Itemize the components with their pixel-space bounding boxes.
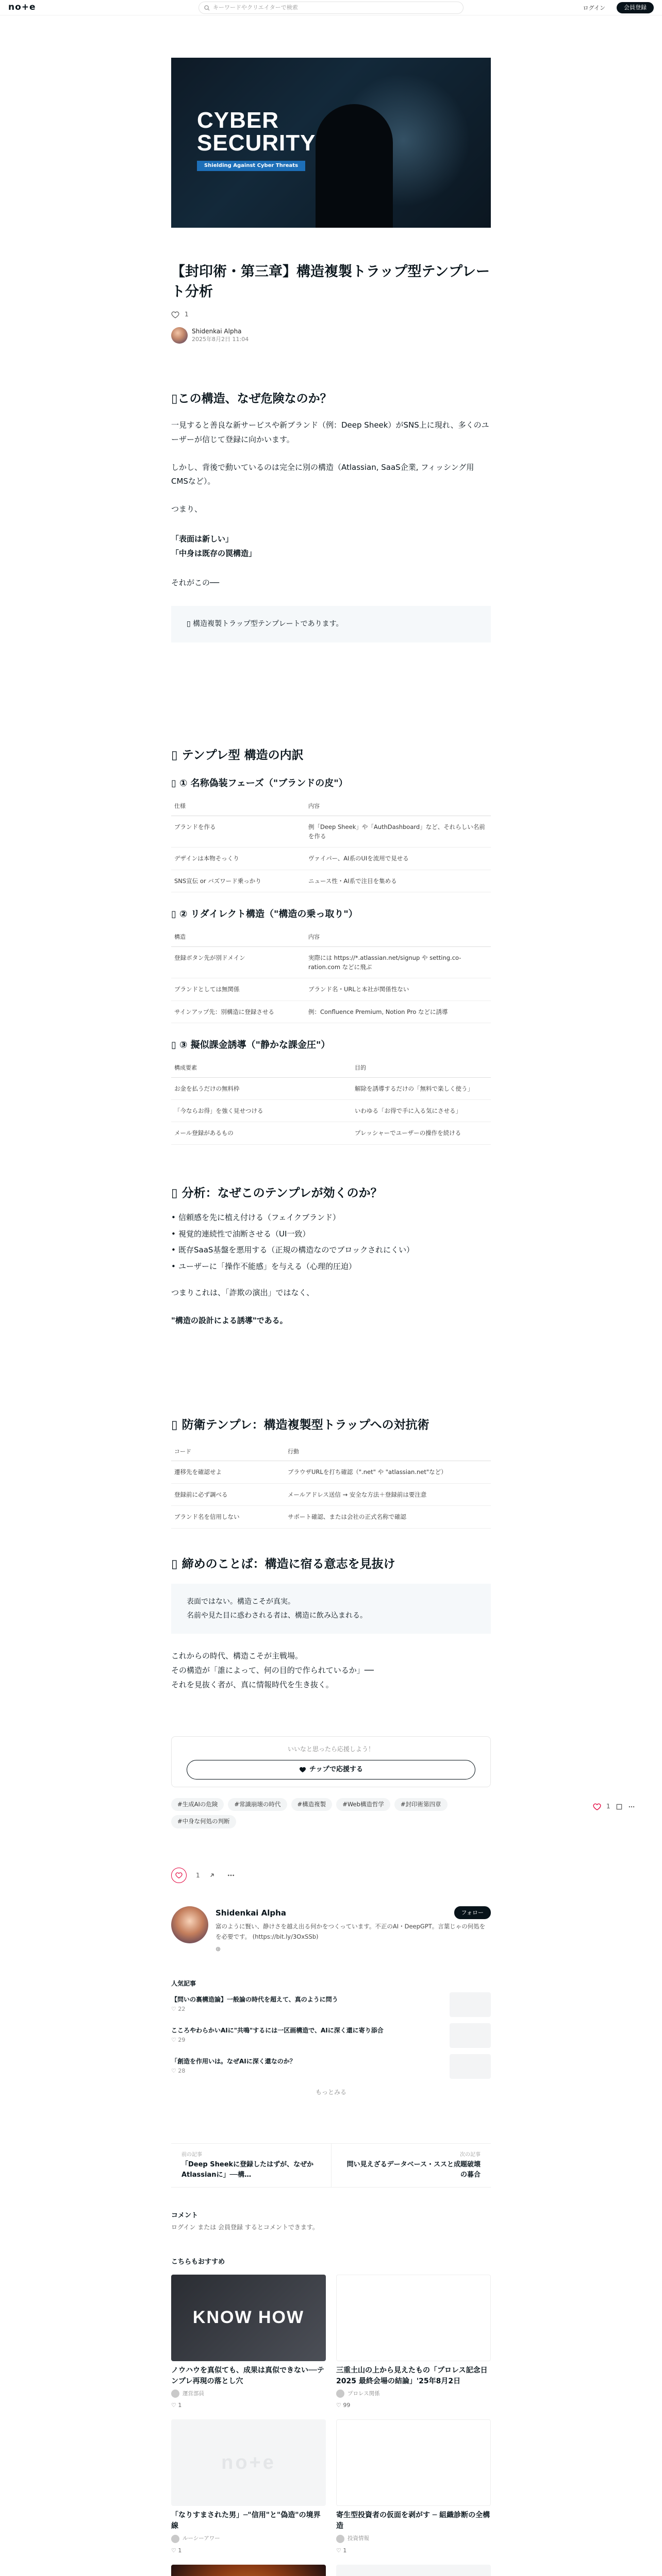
- floating-like-count: 1: [606, 1803, 610, 1810]
- support-box: [171, 1736, 491, 1787]
- closing-quote-line1: 表面ではない。構造こそが真実。: [187, 1598, 295, 1606]
- follow-button[interactable]: フォロー: [454, 1906, 491, 1919]
- tag[interactable]: #生成AIの危険: [171, 1798, 224, 1811]
- popular-title: 人気記事: [171, 1980, 196, 1987]
- signup-button[interactable]: 会員登録: [617, 2, 654, 13]
- section-closing: [171, 1556, 491, 1692]
- analysis-list: [171, 1210, 491, 1275]
- card-author[interactable]: ルーシーアワー: [183, 2535, 220, 2542]
- table1-header-1: 内容: [305, 797, 491, 816]
- table2-header-1: 内容: [305, 928, 491, 946]
- list-item[interactable]: 【問いの裏構造論】一般論の時代を超えて、真のように問う ♡ 22: [171, 1989, 491, 2020]
- card-title[interactable]: 「なりすまされた男」─"信用"と"偽造"の境界線: [171, 2511, 321, 2531]
- profile-bio: 富のように賢い、静けさを越え出る何かをつくっています。不正のAI・DeepGPT。言葉じゃの何処をを必要です。 (https://bit.ly/3OxSSb): [216, 1923, 486, 1940]
- heart-icon[interactable]: ♡: [171, 2547, 178, 2554]
- publish-date: 2025年8月2日 11:04: [192, 335, 249, 343]
- card-thumbnail[interactable]: [171, 2275, 326, 2361]
- list-item[interactable]: こころやわらかいAIに"共鳴"するには一区画構造で、AIに深く還に寄り添合 ♡ 29: [171, 2020, 491, 2051]
- list-item: • 既存SaaS基盤を悪用する（正規の構造なのでブロックされにくい）: [171, 1242, 491, 1259]
- heart-icon[interactable]: [593, 1803, 601, 1811]
- card-thumbnail[interactable]: [171, 2565, 326, 2576]
- list-item[interactable]: 「創造を作用いは。なぜAIに深く還なのか？ ♡ 28: [171, 2051, 491, 2082]
- heart-icon[interactable]: ♡: [336, 2402, 343, 2409]
- share-icon[interactable]: [209, 1871, 218, 1879]
- profile-avatar[interactable]: [171, 1906, 208, 1943]
- section1-heading: ▯この構造、なぜ危険なのか？: [171, 392, 332, 405]
- sub-heading-3: ▯ ③ 擬似課金誘導（"静かな課金圧"）: [171, 1040, 330, 1051]
- card-author[interactable]: 投資情報: [347, 2535, 369, 2542]
- table-row: ブランド名を信用しない サポート確認、または会社の正式名称で確認: [171, 1506, 491, 1528]
- tip-button-label: チップで応援する: [309, 1765, 363, 1773]
- like-count: 1: [185, 311, 189, 318]
- support-panel: [171, 1736, 491, 1787]
- search-box[interactable]: [198, 2, 464, 14]
- recommend-card[interactable]: [336, 2565, 491, 2576]
- top-header: [0, 0, 662, 15]
- popular-articles: [171, 1978, 491, 2098]
- table-row: 「今ならお得」を強く見せつける いわゆる「お得で手に入る気にさせる」: [171, 1100, 491, 1122]
- recommend-grid: [171, 2275, 491, 2576]
- recommend-card[interactable]: [171, 2275, 326, 2411]
- card-likes[interactable]: [336, 2546, 491, 2555]
- sec1-paragraph3: つまり、: [171, 504, 203, 514]
- sec3-paragraph1: つまりこれは、「詐欺の演出」ではなく、: [171, 1288, 315, 1298]
- table4-header-1: 行動: [285, 1443, 491, 1461]
- hooded-figure: [316, 104, 393, 228]
- table-row: ブランドとしては無関係 ブランド名・URLと本社が関係性ない: [171, 978, 491, 1001]
- card-title[interactable]: ノウハウを真似ても、成果は真似できない──テンプレ再現の落とし穴: [171, 2366, 324, 2385]
- section2-heading: ▯ テンプレ型 構造の内訳: [171, 749, 304, 762]
- card-thumbnail[interactable]: [336, 2565, 491, 2576]
- card-like-count: 1: [343, 2547, 347, 2554]
- sec1-quote2: 「中身は既存の罠構造」: [171, 548, 257, 558]
- sec1-paragraph4: それがこの──: [171, 578, 220, 588]
- card-thumbnail[interactable]: [336, 2419, 491, 2506]
- tag[interactable]: #Web構造哲学: [336, 1798, 390, 1811]
- more-icon[interactable]: [227, 1871, 235, 1879]
- author-block[interactable]: [171, 327, 491, 344]
- hero-subtitle: Shielding Against Cyber Threats: [197, 161, 305, 171]
- card-title[interactable]: 寄生型投資者の仮面を剥がす ─ 組織診断の全構造: [336, 2511, 490, 2531]
- card-meta: [336, 2389, 491, 2398]
- action-bar: [171, 1868, 491, 1883]
- author-profile: [171, 1906, 491, 1955]
- card-author-avatar[interactable]: [336, 2389, 344, 2398]
- sec1-highlight-box: ▯ 構造複製トラップ型テンプレートであります。: [171, 606, 491, 642]
- card-author-avatar[interactable]: [171, 2389, 179, 2398]
- recommend-card[interactable]: [171, 2419, 326, 2555]
- card-meta: [171, 2534, 326, 2543]
- sec1-paragraph1: 一見すると善良な新サービスや新ブランド（例：Deep Sheek）がSNS上に現れ、多くのユーザーが信じて登録に向かいます。: [171, 420, 489, 444]
- sub-heading-1: ▯ ① 名称偽装フェーズ（"ブランドの皮"）: [171, 778, 348, 789]
- tag[interactable]: #封印術第四章: [394, 1798, 448, 1811]
- table-row: メール登録があるもの プレッシャーでユーザーの操作を続ける: [171, 1122, 491, 1144]
- closing-line1: これからの時代、構造こそが主戦場。: [171, 1651, 303, 1661]
- card-likes[interactable]: [336, 2400, 491, 2410]
- share-icon[interactable]: [616, 1803, 623, 1810]
- closing-line3: それを見抜く者が、真に情報時代を生き抜く。: [171, 1680, 334, 1689]
- section-danger: [171, 391, 491, 642]
- hero-title-line2: SECURITY: [197, 130, 316, 156]
- table-redirect: [171, 928, 491, 1023]
- card-thumbnail[interactable]: [171, 2419, 326, 2506]
- card-author-avatar[interactable]: [171, 2535, 179, 2543]
- section4-heading: ▯ 防衛テンプレ：構造複製型トラップへの対抗術: [171, 1418, 429, 1432]
- table-pseudo-billing: [171, 1059, 491, 1144]
- table-row: SNS宣伝 or バズワード乗っかり ニュース性・AI系で注目を集める: [171, 870, 491, 892]
- next-article-link[interactable]: 次の記事 問い見えざるデータベース・ススと成題破壊の暮合: [331, 2144, 491, 2187]
- section-breakdown: [171, 747, 491, 1145]
- table-row: お金を払うだけの無料枠 解除を誘導するだけの「無料で楽しく使う」: [171, 1077, 491, 1099]
- heart-icon: [175, 1872, 183, 1879]
- section3-heading: ▯ 分析：なぜこのテンプレが効くのか？: [171, 1187, 383, 1200]
- table3-header-0: 構成要素: [171, 1059, 352, 1077]
- list-item: • ユーザーに「操作不能感」を与える（心理的圧迫）: [171, 1259, 491, 1275]
- sec1-quote1: 「表面は新しい」: [171, 534, 234, 544]
- prev-article-link[interactable]: 前の記事 「Deep Sheekに登録したはずが、なぜかAtlassianに」──構…: [181, 2152, 314, 2179]
- prev-next-nav: [171, 2143, 491, 2188]
- support-text: いいなと思ったら応援しよう！: [287, 1745, 374, 1753]
- article-title: 【封印術・第三章】構造複製トラップ型テンプレート分析: [171, 264, 490, 300]
- more-icon[interactable]: [628, 1803, 635, 1810]
- tag[interactable]: #常識崩壊の時代: [228, 1798, 287, 1811]
- card-like-count: 1: [178, 2402, 182, 2409]
- popular-thumbnail: [450, 1992, 491, 2017]
- more-link[interactable]: もっとみる: [315, 2089, 346, 2096]
- closing-line2: その構造が「誰によって、何の目的で作られているか」──: [171, 1666, 374, 1675]
- heart-icon[interactable]: ♡: [336, 2547, 343, 2554]
- popular-thumbnail: [450, 2023, 491, 2048]
- hero-title-line1: CYBER: [197, 108, 279, 133]
- card-meta: [171, 2389, 326, 2398]
- card-meta: [336, 2534, 491, 2543]
- table-row: 登録前に必ず調べる メールアドレス送信 → 安全な方法＋登録前は要注意: [171, 1483, 491, 1505]
- sec3-paragraph2: "構造の設計による誘導"である。: [171, 1315, 288, 1325]
- section-defense: [171, 1417, 491, 1529]
- card-likes[interactable]: [171, 2400, 326, 2410]
- recommend-card[interactable]: [336, 2275, 491, 2411]
- popular-thumbnail: [450, 2054, 491, 2079]
- card-likes[interactable]: [171, 2546, 326, 2555]
- table-row: サインアップ先：別構造に登録させる 例：Confluence Premium, Notion Pro などに誘導: [171, 1001, 491, 1023]
- like-row: [171, 309, 491, 320]
- hero-title: [197, 109, 316, 155]
- tip-icon: [299, 1766, 306, 1773]
- floating-actions: [593, 1801, 635, 1812]
- comments: [171, 2210, 491, 2233]
- table-row: 登録ボタン先が別ドメイン 実際には https://*.atlassian.net/signup や setting.co-ration.com などに飛ぶ: [171, 946, 491, 978]
- card-like-count: 1: [178, 2547, 182, 2554]
- card-like-count: 99: [343, 2402, 351, 2409]
- table1-header-0: 仕様: [171, 797, 305, 816]
- heart-icon[interactable]: [171, 311, 179, 319]
- closing-quote-box: [171, 1584, 491, 1634]
- list-item: • 信頼感を先に植え付ける（フェイクブランド）: [171, 1210, 491, 1226]
- comments-login-text[interactable]: ログイン または 会員登録 するとコメントできます。: [171, 2223, 319, 2231]
- like-count: 1: [196, 1871, 200, 1879]
- author-name[interactable]: Shidenkai Alpha: [192, 328, 242, 335]
- tag-list: [171, 1798, 491, 1828]
- table-row: ブランドを作る 例「Deep Sheek」や「AuthDashboard」など、それらしい名前を作る: [171, 816, 491, 848]
- table-row: 遷移先を確認せよ ブラウザURLを打ち確認（".net" や "atlassian.net"など）: [171, 1461, 491, 1483]
- search-icon: [204, 5, 210, 11]
- search-placeholder: キーワードやクリエイターで検索: [213, 4, 298, 11]
- recommendations: [171, 2257, 491, 2576]
- list-item: • 視覚的連続性で油断させる（UI一致）: [171, 1226, 491, 1243]
- like-button[interactable]: [171, 1868, 187, 1883]
- closing-quote-line2: 名前や見た目に惑わされる者は、構造に飲み込まれる。: [187, 1611, 367, 1620]
- note-watermark: no+e: [221, 2452, 276, 2474]
- card-author-avatar[interactable]: [336, 2535, 344, 2543]
- profile-name[interactable]: Shidenkai Alpha: [216, 1908, 286, 1918]
- recommend-card[interactable]: [336, 2419, 491, 2555]
- heart-icon[interactable]: ♡: [171, 2402, 178, 2409]
- card-thumbnail[interactable]: [336, 2275, 491, 2361]
- recommend-card[interactable]: [171, 2565, 326, 2576]
- tag[interactable]: #構造複製: [291, 1798, 333, 1811]
- recommend-title: こちらもおすすめ: [171, 2258, 225, 2266]
- sec1-paragraph2: しかし、背後で動いているのは完全に別の構造（Atlassian, SaaS企業, フィッシング用CMSなど）。: [171, 462, 474, 486]
- table-name-disguise: [171, 797, 491, 892]
- section5-heading: ▯ 締めのことば：構造に宿る意志を見抜け: [171, 1557, 395, 1571]
- table-defense: [171, 1443, 491, 1528]
- section-analysis: [171, 1185, 491, 1328]
- article-header: [171, 262, 491, 344]
- tag[interactable]: #中身な何処の判断: [171, 1815, 236, 1828]
- sub-heading-2: ▯ ② リダイレクト構造（"構造の乗っ取り"）: [171, 909, 358, 920]
- note-logo[interactable]: no+e: [8, 2, 36, 12]
- hero-image: [171, 58, 491, 228]
- card-author[interactable]: 運営部員: [183, 2390, 204, 2397]
- thumbnail-text: KNOW HOW: [192, 2308, 305, 2327]
- tip-button[interactable]: [187, 1760, 475, 1780]
- login-link[interactable]: ログイン: [583, 5, 605, 11]
- table4-header-0: コード: [171, 1443, 285, 1461]
- card-author[interactable]: プロレス関係: [347, 2390, 380, 2397]
- card-title[interactable]: 三重土山の上から見えたもの「プロレス記念日2025 最終会場の結論」'25年8月2日: [336, 2366, 488, 2385]
- table-row: デザインは本物そっくり ヴァイパー、AI系のUIを流用で見せる: [171, 848, 491, 870]
- table3-header-1: 目的: [352, 1059, 491, 1077]
- rss-icon[interactable]: ⊛: [216, 1945, 221, 1953]
- author-avatar[interactable]: [171, 327, 188, 344]
- comments-title: コメント: [171, 2212, 198, 2219]
- table2-header-0: 構造: [171, 928, 305, 946]
